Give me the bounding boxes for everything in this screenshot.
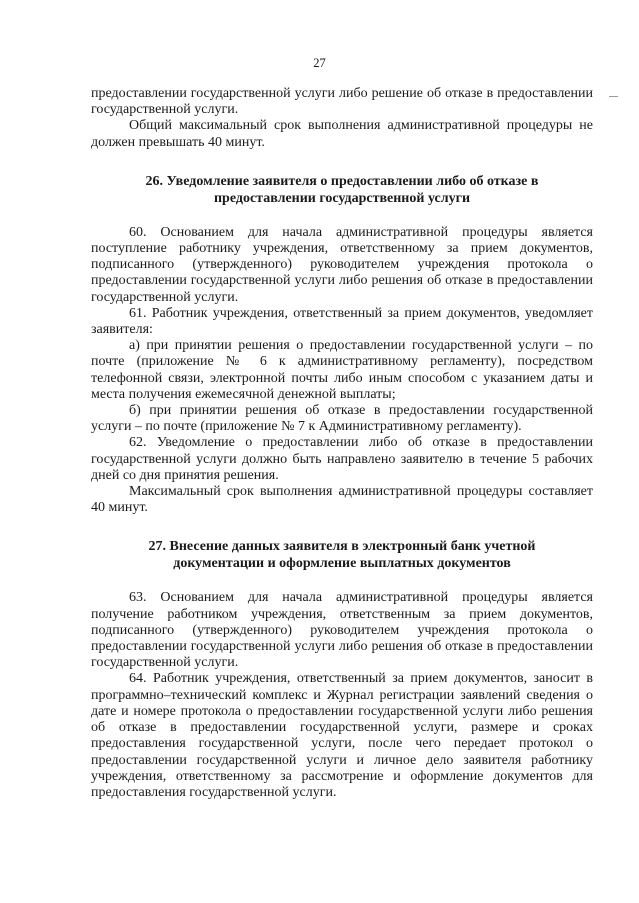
paragraph-60: 60. Основанием для начала административной процедуры является поступление работнику учреждения, ответственному за прием документов, подписанного (утвержденного) руководителем учреждения протокола о предоставлении государственной услуги либо решения об отказе в предоставлении государственной услуги. bbox=[91, 224, 593, 305]
paragraph-63: 63. Основанием для начала административной процедуры является получение работником учреждения, ответственным за прием документов, подписанного (утвержденного) руководителем учреждения протокола о предоставлении государственной услуги либо решения об отказе в предоставлении государственной услуги. bbox=[91, 590, 593, 671]
paragraph-64: 64. Работник учреждения, ответственный за прием документов, заносит в программно–технический комплекс и Журнал регистрации заявлений сведения о дате и номере протокола о предоставлении государственной услуги либо решения об отказе в предоставлении государственной услуги, размере и сроках предоставления государственной услуги, после чего передает протокол о предоставлении государственной услуги и личное дело заявителя работнику учреждения, ответственному за рассмотрение и оформление документов для предоставления государственной услуги. bbox=[91, 671, 593, 800]
paragraph-62-max-time: Максимальный срок выполнения административной процедуры составляет 40 минут. bbox=[91, 484, 593, 516]
section-26-title-line-2: предоставлении государственной услуги bbox=[213, 190, 471, 206]
paragraph-max-time: Общий максимальный срок выполнения административной процедуры не должен превышать 40 минут. bbox=[91, 118, 593, 150]
section-27-title-line-1: 27. Внесение данных заявителя в электронный банк учетной bbox=[148, 539, 536, 555]
document-body bbox=[91, 86, 593, 801]
paragraph-61-b: б) при принятии решения об отказе в предоставлении государственной услуги – по почте (приложение № 7 к Административному регламенту). bbox=[91, 403, 593, 435]
page-number: 27 bbox=[313, 56, 326, 70]
section-26-title-line-1: 26. Уведомление заявителя о предоставлении либо об отказе в bbox=[145, 173, 539, 189]
paragraph-62: 62. Уведомление о предоставлении либо об отказе в предоставлении государственной услуги должно быть направлено заявителю в течение 5 рабочих дней со дня принятия решения. bbox=[91, 435, 593, 483]
paragraph-continuation: предоставлении государственной услуги либо решение об отказе в предоставлении государственной услуги. bbox=[91, 86, 593, 118]
margin-mark bbox=[609, 96, 618, 97]
paragraph-61-a: а) при принятии решения о предоставлении государственной услуги – по почте (приложение № 6 к административному регламенту), посредством телефонной связи, электронной почты либо иным способом с указанием даты и места получения ежемесячной денежной выплаты; bbox=[91, 338, 593, 402]
paragraph-61: 61. Работник учреждения, ответственный за прием документов, уведомляет заявителя: bbox=[91, 305, 593, 338]
section-27-title-line-2: документации и оформление выплатных документов bbox=[173, 556, 511, 572]
